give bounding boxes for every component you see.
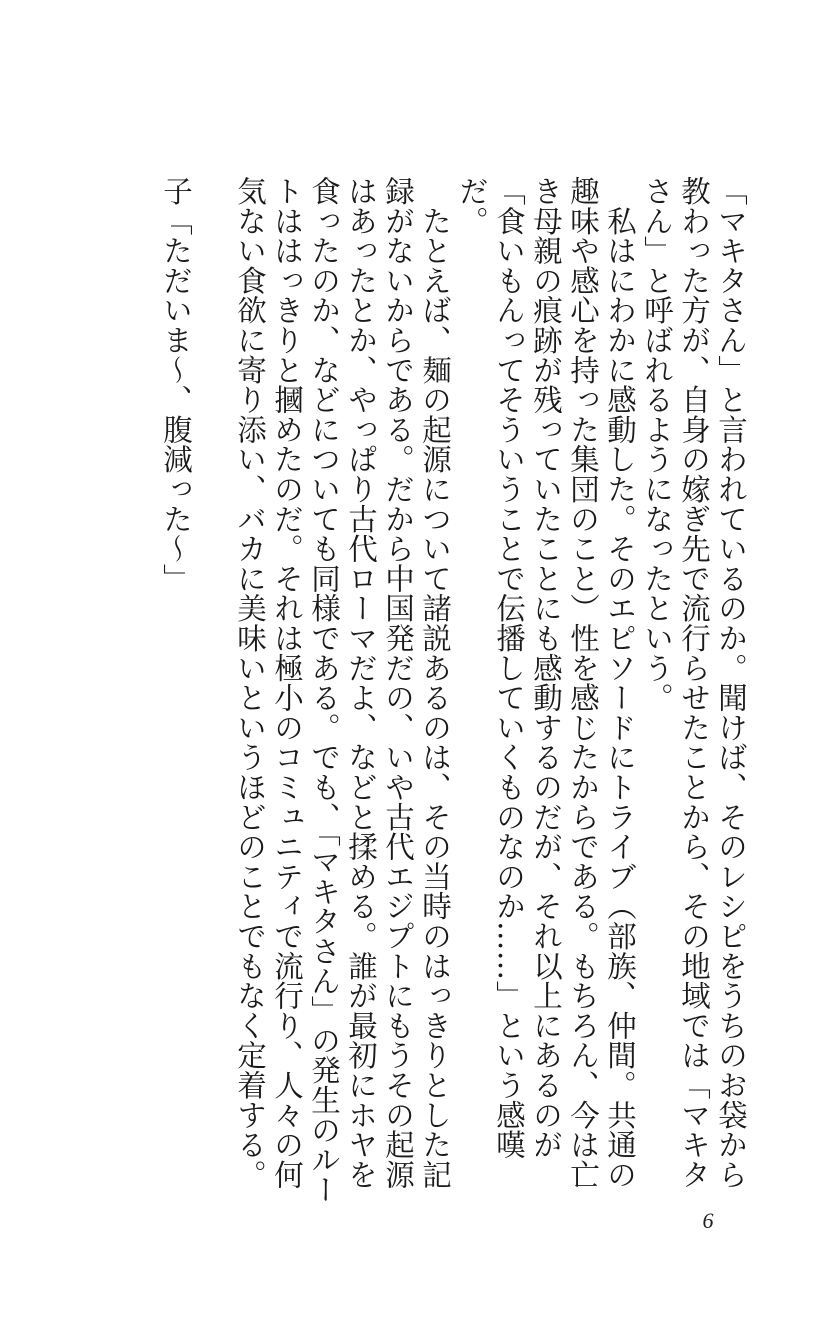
page-number: 6 (702, 1208, 714, 1233)
dialogue-line: 子「ただいま～、腹減った～」 (159, 176, 193, 594)
paragraph-3: たとえば、麺の起源について諸説あるのは、その当時のはっきりとした記録がないからである。だから中国発だの、いや古代エジプトにもうその起源はあったとか、やっぱり古代ローマだよ、などと揉める。誰が最初にホヤを食ったのか、などについても同様である。でも、「マキタさん」の発生のルートははっきりと摑めたのだ。それは極小のコミュニティで流行り、人々の何気ない食欲に寄り添い、バカに美味いというほどのことでもなく定着する。 (233, 176, 452, 1205)
paragraph-1: 「マキタさん」と言われているのか。聞けば、そのレシピをうちのお袋から教わった方が、自身の嫁ぎ先で流行らせたことから、その地域では「マキタさん」と呼ばれるようになったという。 (640, 176, 748, 1190)
vertical-text-body (99, 176, 749, 1216)
paragraph-2: 私はにわかに感動した。そのエピソードにトライブ（部族、仲間。共通の趣味や感心を持った集団のこと）性を感じたからである。もちろん、今は亡き母親の痕跡が残っていたことにも感動するのだが、それ以上にあるのが「食いもんってそういうことで伝播していくものなのか……」という感嘆だ。 (455, 176, 637, 1190)
